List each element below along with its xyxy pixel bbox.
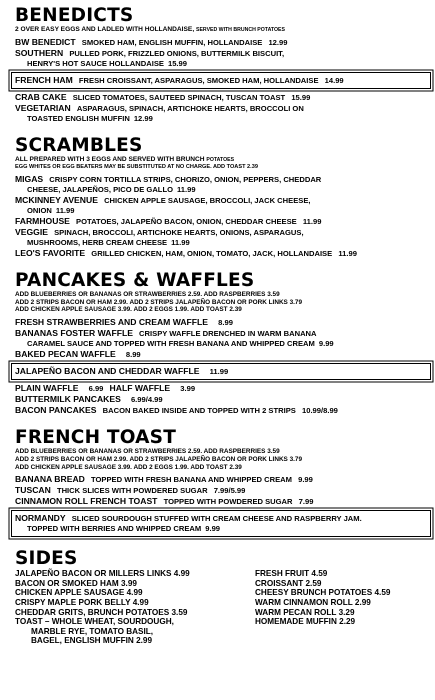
section-note: EGG WHITES OR EGG BEATERS MAY BE SUBSTITUTED AT NO CHARGE. ADD TOAST 2.39	[15, 164, 258, 170]
featured-menu-item: FRENCH HAM FRESH CROISSANT, ASPARAGUS, SMOKED HAM, HOLLANDAISE 14.99	[11, 72, 431, 89]
side-item: CHEESY BRUNCH POTATOES 4.59	[255, 588, 391, 598]
side-item-toast: TOAST – WHOLE WHEAT, SOURDOUGH, MARBLE RYE, TOMATO BASIL, BAGEL, ENGLISH MUFFIN 2.99	[15, 617, 174, 646]
menu-item: SOUTHERN PULLED PORK, FRIZZLED ONIONS, BUTTERMILK BISCUIT, HENRY'S HOT SAUCE HOLLANDAISE 15.99	[15, 48, 285, 68]
menu-item: LEO'S FAVORITE GRILLED CHICKEN, HAM, ONION, TOMATO, JACK, HOLLANDAISE 11.99	[15, 248, 357, 258]
addon-line: ADD CHICKEN APPLE SAUSAGE 3.99. ADD 2 EGGS 1.99. ADD TOAST 2.39	[15, 306, 242, 314]
side-item: CHEDDAR GRITS, BRUNCH POTATOES 3.59	[15, 607, 188, 617]
side-item: BACON OR SMOKED HAM 3.99	[15, 578, 137, 588]
menu-item: BANANAS FOSTER WAFFLE CRISPY WAFFLE DRENCHED IN WARM BANANA CARAMEL SAUCE AND TOPPED WITH FRESH BANANA AND WHIPPED CREAM 9.99	[15, 328, 334, 349]
side-item: CHICKEN APPLE SAUSAGE 4.99	[15, 588, 143, 598]
menu-item: TUSCAN THICK SLICES WITH POWDERED SUGAR 7.99/5.99	[15, 485, 246, 496]
addon-line: ADD 2 STRIPS BACON OR HAM 2.99. ADD 2 STRIPS JALAPEÑO BACON OR PORK LINKS 3.79	[15, 298, 303, 306]
section-subtitle: ALL PREPARED WITH 3 EGGS AND SERVED WITH BRUNCH POTATOES	[15, 156, 235, 163]
benedicts-section	[15, 6, 427, 124]
scrambles-section	[15, 136, 427, 259]
side-item: JALAPEÑO BACON OR MILLERS LINKS 4.99	[15, 569, 190, 579]
addon-line: ADD BLUEBERRIES OR BANANAS OR STRAWBERRIES 2.59. ADD RASPBERRIES 3.59	[15, 448, 280, 456]
featured-menu-item: NORMANDY SLICED SOURDOUGH STUFFED WITH CREAM CHEESE AND RASPBERRY JAM. TOPPED WITH BERRIES AND WHIPPED CREAM 9.99	[11, 510, 431, 537]
menu-item: MCKINNEY AVENUE CHICKEN APPLE SAUSAGE, BROCCOLI, JACK CHEESE, ONION 11.99	[15, 195, 311, 215]
sides-list	[15, 569, 427, 646]
side-item: FRESH FRUIT 4.59	[255, 569, 328, 579]
side-item: CRISPY MAPLE PORK BELLY 4.99	[15, 598, 149, 607]
section-title: PANCAKES & WAFFLES	[15, 270, 255, 291]
menu-item: BACON PANCAKES BACON BAKED INSIDE AND TOPPED WITH 2 STRIPS 10.99/8.99	[15, 405, 338, 416]
side-item: HOMEMADE MUFFIN 2.29	[255, 617, 356, 627]
french-toast-section	[15, 428, 427, 537]
menu-item: CRAB CAKE SLICED TOMATOES, SAUTEED SPINACH, TUSCAN TOAST 15.99	[15, 92, 311, 102]
featured-menu-item: JALAPEÑO BACON AND CHEDDAR WAFFLE 11.99	[11, 363, 431, 380]
addon-line: ADD 2 STRIPS BACON OR HAM 2.99. ADD 2 STRIPS JALAPEÑO BACON OR PORK LINKS 3.79	[15, 455, 303, 463]
section-title: SCRAMBLES	[15, 135, 143, 156]
menu-item: FRESH STRAWBERRIES AND CREAM WAFFLE 8.99	[15, 317, 233, 328]
menu-item: VEGGIE SPINACH, BROCCOLI, ARTICHOKE HEARTS, ONIONS, ASPARAGUS, MUSHROOMS, HERB CREAM CHEESE 11.99	[15, 227, 304, 247]
menu-item: MIGAS CRISPY CORN TORTILLA STRIPS, CHORIZO, ONION, PEPPERS, CHEDDAR CHEESE, JALAPEÑOS, PICO DE GALLO 11.99	[15, 174, 322, 194]
section-title: SIDES	[15, 548, 78, 570]
menu-item: BAKED PECAN WAFFLE 8.99	[15, 349, 141, 360]
sides-section	[15, 549, 427, 646]
menu-item: CINNAMON ROLL FRENCH TOAST TOPPED WITH POWDERED SUGAR 7.99	[15, 496, 314, 507]
menu-item: BUTTERMILK PANCAKES 6.99/4.99	[15, 394, 163, 405]
menu-item: FARMHOUSE POTATOES, JALAPEÑO BACON, ONION, CHEDDAR CHEESE 11.99	[15, 216, 322, 226]
section-subtitle: 2 OVER EASY EGGS AND LADLED WITH HOLLANDAISE, SERVED WITH BRUNCH POTATOES	[15, 26, 285, 33]
pancakes-waffles-section	[15, 271, 427, 416]
side-item: CROISSANT 2.59	[255, 578, 322, 588]
menu-item: VEGETARIAN ASPARAGUS, SPINACH, ARTICHOKE HEARTS, BROCCOLI ON TOASTED ENGLISH MUFFIN 12.99	[15, 103, 304, 123]
menu-item: PLAIN WAFFLE 6.99 HALF WAFFLE 3.99	[15, 383, 196, 394]
sides-column-left	[15, 569, 255, 646]
addon-line: ADD CHICKEN APPLE SAUSAGE 3.99. ADD 2 EGGS 1.99. ADD TOAST 2.39	[15, 463, 242, 471]
side-item: WARM CINNAMON ROLL 2.99	[255, 598, 371, 607]
menu-item: BW BENEDICT SMOKED HAM, ENGLISH MUFFIN, HOLLANDAISE 12.99	[15, 37, 288, 47]
side-item: WARM PECAN ROLL 3.29	[255, 607, 355, 617]
sides-column-right	[255, 569, 427, 646]
menu-page	[15, 6, 427, 646]
section-title: BENEDICTS	[15, 5, 134, 26]
menu-item: BANANA BREAD TOPPED WITH FRESH BANANA AND WHIPPED CREAM 9.99	[15, 474, 313, 485]
section-title: FRENCH TOAST	[15, 427, 177, 449]
addon-line: ADD BLUEBERRIES OR BANANAS OR STRAWBERRIES 2.59. ADD RASPBERRIES 3.59	[15, 291, 280, 298]
